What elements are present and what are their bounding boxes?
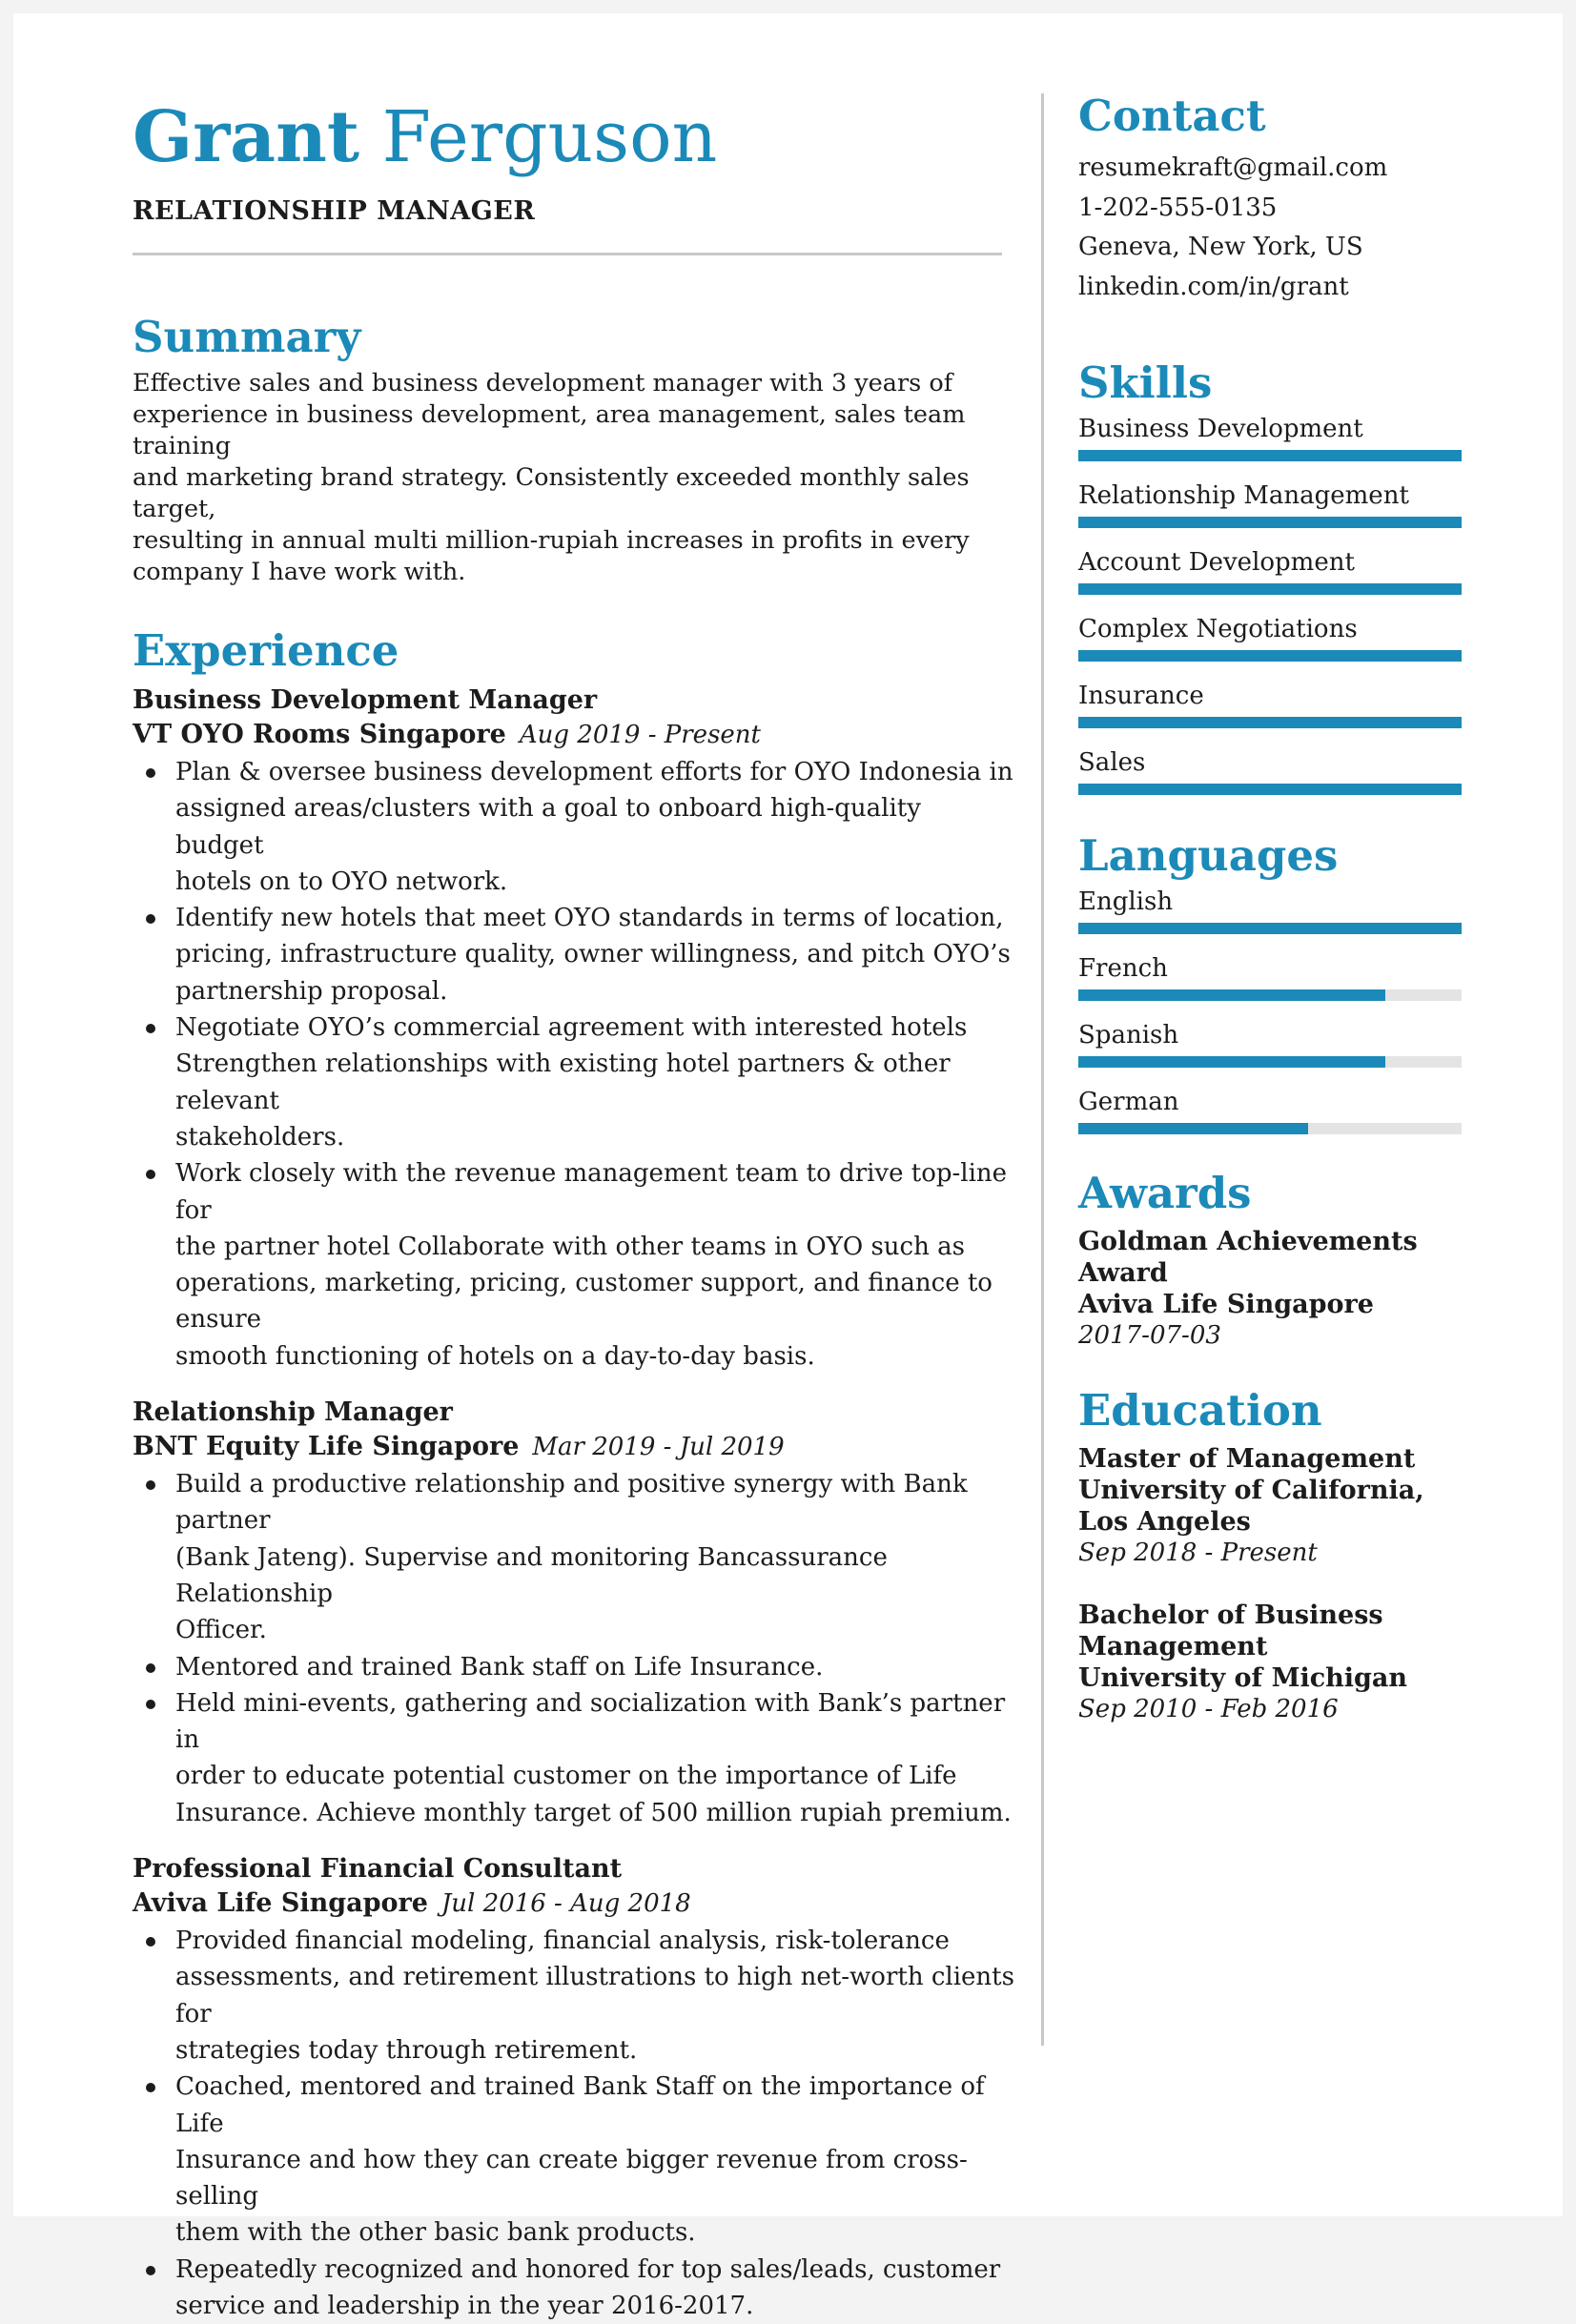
contact-location: Geneva, New York, US <box>1078 233 1363 261</box>
skills-level-fill <box>1078 650 1462 662</box>
bullet-line: Plan & oversee business development efforts for OYO Indonesia in <box>175 758 1013 786</box>
bullet-dot-icon <box>146 914 155 924</box>
skills-item <box>1078 414 1479 461</box>
bullet-item <box>133 1649 1014 1685</box>
job-dates: Jul 2016 - Aug 2018 <box>440 1889 691 1919</box>
job-company-line <box>133 718 1014 752</box>
education-degree: Master of Management <box>1078 1444 1416 1474</box>
education-list <box>1078 1443 1479 1725</box>
first-name: Grant <box>133 96 360 178</box>
job-company: BNT Equity Life Singapore <box>133 1432 520 1462</box>
bullet-line: Build a productive relationship and positive synergy with Bank partner <box>175 1470 968 1536</box>
summary-heading: Summary <box>133 312 361 362</box>
education-school: Los Angeles <box>1078 1507 1251 1537</box>
education-degree: Bachelor of Business <box>1078 1600 1383 1630</box>
bullet-line: Repeatedly recognized and honored for top sales/leads, customer <box>175 2254 1001 2284</box>
languages-level-bar <box>1078 1056 1462 1068</box>
bullet-dot-icon <box>146 768 155 778</box>
job-dates: Aug 2019 - Present <box>519 721 761 749</box>
job-company: Aviva Life Singapore <box>133 1888 428 1919</box>
summary-line: resulting in annual multi million-rupiah increases in profits in every <box>133 526 970 555</box>
bullet-dot-icon <box>146 1663 155 1673</box>
skills-label: Relationship Management <box>1078 481 1409 510</box>
skills-label: Business Development <box>1078 415 1363 443</box>
bullet-item <box>133 2069 1014 2251</box>
job-dates: Mar 2019 - Jul 2019 <box>532 1433 785 1462</box>
skills-level-fill <box>1078 583 1462 595</box>
main-column <box>133 90 1014 2324</box>
skills-label: Account Development <box>1078 548 1355 577</box>
languages-level-bar <box>1078 923 1462 934</box>
languages-level-fill <box>1078 923 1462 934</box>
bullet-line: (Bank Jateng). Supervise and monitoring Bancassurance Relationship <box>175 1542 888 1608</box>
skills-level-fill <box>1078 784 1462 795</box>
contact-linkedin[interactable]: linkedin.com/in/grant <box>1078 272 1349 301</box>
awards-list <box>1078 1226 1479 1352</box>
skills-item <box>1078 681 1479 728</box>
bullet-line: Held mini-events, gathering and socialization with Bank’s partner in <box>175 1688 1006 1755</box>
education-school: University of California, <box>1078 1476 1424 1505</box>
job-entry <box>133 683 1014 1375</box>
contact-phone[interactable]: 1-202-555-0135 <box>1078 193 1278 222</box>
award-title: Award <box>1078 1258 1168 1288</box>
education-heading: Education <box>1078 1385 1322 1436</box>
job-company: VT OYO Rooms Singapore <box>133 720 506 749</box>
bullet-item <box>133 2252 1014 2324</box>
skills-label: Sales <box>1078 748 1146 777</box>
skills-label: Complex Negotiations <box>1078 615 1358 643</box>
languages-level-bar <box>1078 989 1462 1001</box>
resume-page <box>13 13 1563 2320</box>
contact-heading: Contact <box>1078 91 1266 141</box>
languages-item <box>1078 953 1479 1001</box>
skills-list <box>1078 414 1479 795</box>
bullet-line: order to educate potential customer on the importance of Life <box>175 1762 957 1791</box>
summary-text <box>133 368 1014 588</box>
contact-email[interactable]: resumekraft@gmail.com <box>1078 153 1388 182</box>
job-position: Professional Financial Consultant <box>133 1854 623 1885</box>
job-position: Business Development Manager <box>133 685 598 715</box>
languages-item <box>1078 887 1479 934</box>
languages-heading: Languages <box>1078 830 1339 881</box>
summary-line: Effective sales and business development manager with 3 years of <box>133 369 953 398</box>
bullet-line: Identify new hotels that meet OYO standards in terms of location, <box>175 904 1004 933</box>
bullet-line: Insurance. Achieve monthly target of 500 million rupiah premium. <box>175 1798 1012 1827</box>
skills-item <box>1078 614 1479 662</box>
bullet-dot-icon <box>146 1700 155 1709</box>
column-divider <box>1041 93 1044 2046</box>
job-position: Relationship Manager <box>133 1397 453 1428</box>
education-dates: Sep 2010 - Feb 2016 <box>1078 1695 1339 1723</box>
bullet-line: operations, marketing, pricing, customer support, and finance to ensure <box>175 1269 993 1335</box>
bullet-item <box>133 754 1014 900</box>
skills-level-bar <box>1078 784 1462 795</box>
bullet-item <box>133 1009 1014 1155</box>
languages-item <box>1078 1087 1479 1134</box>
bullet-item <box>133 1155 1014 1375</box>
bullet-dot-icon <box>146 1170 155 1179</box>
skills-level-fill <box>1078 717 1462 728</box>
job-company-line <box>133 1430 1014 1464</box>
bullet-dot-icon <box>146 2266 155 2275</box>
education-entry <box>1078 1600 1479 1725</box>
bullet-dot-icon <box>146 2083 155 2092</box>
skills-heading: Skills <box>1078 357 1213 408</box>
languages-level-fill <box>1078 1123 1308 1134</box>
bullet-item <box>133 1685 1014 1831</box>
bullet-dot-icon <box>146 1024 155 1033</box>
skills-level-fill <box>1078 450 1462 461</box>
languages-label: Spanish <box>1078 1021 1179 1050</box>
languages-item <box>1078 1020 1479 1068</box>
skills-level-bar <box>1078 450 1462 461</box>
last-name: Ferguson <box>381 96 718 178</box>
skills-label: Insurance <box>1078 682 1204 710</box>
bullet-line: service and leadership in the year 2016-2017. <box>175 2291 754 2320</box>
job-entry <box>133 1396 1014 1831</box>
summary-line: company I have work with. <box>133 558 466 586</box>
job-company-line <box>133 1886 1014 1921</box>
bullet-line: Coached, mentored and trained Bank Staff on the importance of Life <box>175 2072 985 2138</box>
job-bullets <box>133 1923 1014 2324</box>
bullet-line: the partner hotel Collaborate with other teams in OYO such as <box>175 1232 965 1261</box>
award-entry <box>1078 1226 1479 1352</box>
bullet-line: smooth functioning of hotels on a day-to-day basis. <box>175 1341 815 1371</box>
job-title-heading: RELATIONSHIP MANAGER <box>133 196 536 226</box>
bullet-line: Provided financial modeling, financial analysis, risk-tolerance <box>175 1926 950 1956</box>
experience-list <box>133 683 1014 2324</box>
award-date: 2017-07-03 <box>1078 1321 1221 1350</box>
summary-line: and marketing brand strategy. Consistently exceeded monthly sales target, <box>133 463 970 523</box>
bullet-line: Work closely with the revenue management team to drive top-line for <box>175 1159 1008 1225</box>
header-divider <box>133 253 1002 255</box>
skills-level-bar <box>1078 717 1462 728</box>
job-bullets <box>133 754 1014 1375</box>
bullet-line: Mentored and trained Bank staff on Life Insurance. <box>175 1652 824 1682</box>
languages-level-fill <box>1078 989 1385 1001</box>
experience-heading: Experience <box>133 625 399 676</box>
bullet-line: strategies today through retirement. <box>175 2035 638 2065</box>
bullet-dot-icon <box>146 1480 155 1490</box>
candidate-name <box>133 90 1014 185</box>
bullet-item <box>133 1923 1014 2069</box>
education-school: University of Michigan <box>1078 1663 1408 1693</box>
languages-label: German <box>1078 1088 1179 1116</box>
bullet-dot-icon <box>146 1937 155 1947</box>
education-dates: Sep 2018 - Present <box>1078 1539 1318 1567</box>
sidebar-column <box>1078 90 1479 1725</box>
bullet-line: them with the other basic bank products. <box>175 2218 696 2248</box>
contact-list <box>1078 149 1479 307</box>
skills-item <box>1078 747 1479 795</box>
bullet-line: assigned areas/clusters with a goal to onboard high-quality budget <box>175 794 921 860</box>
languages-label: English <box>1078 887 1174 916</box>
skills-item <box>1078 547 1479 595</box>
skills-level-bar <box>1078 517 1462 528</box>
bullet-line: Strengthen relationships with existing hotel partners & other relevant <box>175 1050 951 1115</box>
skills-level-fill <box>1078 517 1462 528</box>
education-degree: Management <box>1078 1632 1268 1661</box>
awards-heading: Awards <box>1078 1168 1252 1218</box>
bullet-item <box>133 900 1014 1009</box>
bullet-line: assessments, and retirement illustrations to high net-worth clients for <box>175 1963 1014 2028</box>
bullet-item <box>133 1466 1014 1648</box>
bullet-line: Officer. <box>175 1616 267 1645</box>
bullet-line: pricing, infrastructure quality, owner willingness, and pitch OYO’s <box>175 940 1011 969</box>
education-entry <box>1078 1443 1479 1569</box>
bullet-line: partnership proposal. <box>175 976 448 1006</box>
skills-level-bar <box>1078 583 1462 595</box>
job-entry <box>133 1852 1014 2324</box>
skills-item <box>1078 480 1479 528</box>
languages-level-bar <box>1078 1123 1462 1134</box>
languages-level-fill <box>1078 1056 1385 1068</box>
summary-line: experience in business development, area management, sales team training <box>133 400 966 460</box>
bullet-line: Insurance and how they can create bigger revenue from cross-selling <box>175 2145 968 2212</box>
skills-level-bar <box>1078 650 1462 662</box>
job-bullets <box>133 1466 1014 1831</box>
languages-list <box>1078 887 1479 1134</box>
languages-label: French <box>1078 954 1168 983</box>
award-org: Aviva Life Singapore <box>1078 1290 1374 1319</box>
bullet-line: hotels on to OYO network. <box>175 866 508 896</box>
award-title: Goldman Achievements <box>1078 1227 1418 1256</box>
bullet-line: stakeholders. <box>175 1122 345 1152</box>
bullet-line: Negotiate OYO’s commercial agreement with interested hotels <box>175 1013 968 1043</box>
